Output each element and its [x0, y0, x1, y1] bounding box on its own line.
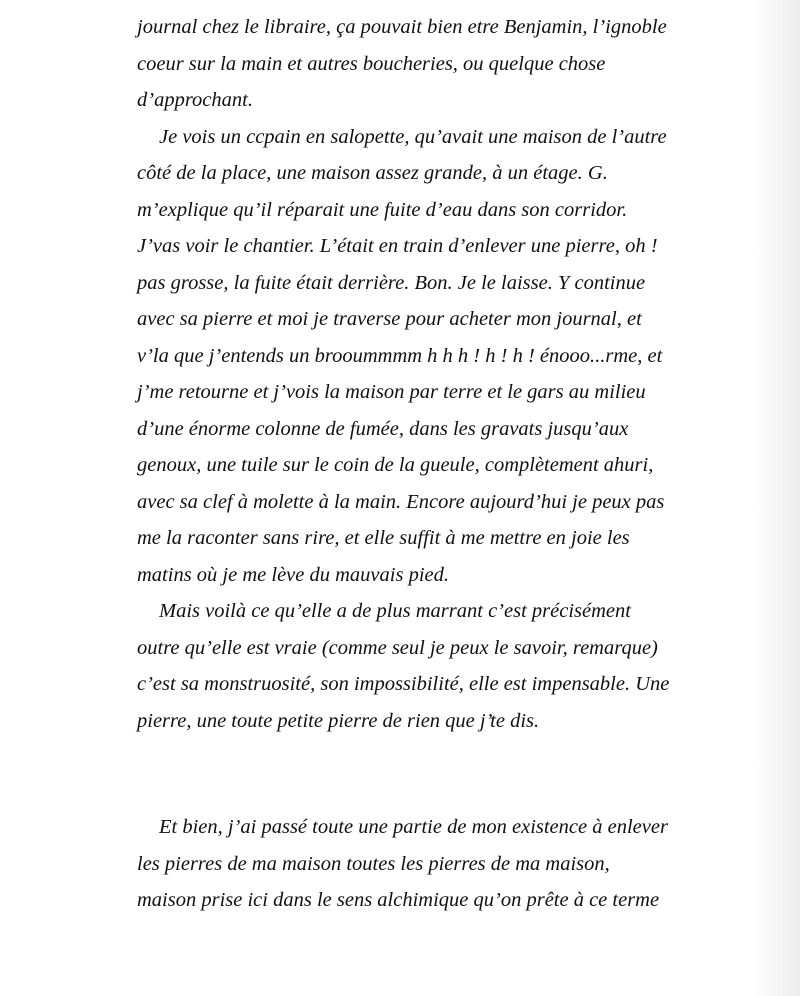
text-line: d’une énorme colonne de fumée, dans les gravats jusqu’aux [137, 417, 629, 440]
text-line: matins où je me lève du mauvais pied. [137, 563, 449, 586]
text-line: outre qu’elle est vraie (comme seul je peux le savoir, remarque) [137, 636, 658, 659]
text-line: avec sa clef à molette à la main. Encore aujourd’hui je peux pas [137, 490, 665, 513]
text-section-2 [137, 809, 717, 919]
text-line: m’explique qu’il réparait une fuite d’eau dans son corridor. [137, 198, 628, 221]
text-line: maison prise ici dans le sens alchimique qu’on prête à ce terme [137, 889, 660, 911]
text-line: me la raconter sans rire, et elle suffit à me mettre en joie les [137, 527, 630, 549]
text-line: pas grosse, la fuite était derrière. Bon. Je le laisse. Y continue [137, 271, 646, 294]
text-line: les pierres de ma maison toutes les pierres de ma maison, [137, 852, 610, 875]
text-line: v’la que j’entends un brooummmm h h h ! h ! h ! énooo...rme, et [137, 344, 663, 367]
text-line: genoux, une tuile sur le coin de la gueule, complètement ahuri, [137, 454, 654, 476]
text-line: Et bien, j’ai passé toute une partie de mon existence à enlever [159, 816, 668, 838]
text-line: pierre, une toute petite pierre de rien que j’te dis. [137, 709, 540, 732]
text-section-1 [137, 9, 717, 739]
text-line: côté de la place, une maison assez grande, à un étage. G. [137, 162, 608, 184]
text-line: coeur sur la main et autres boucheries, ou quelque chose [137, 52, 606, 75]
text-line: j’me retourne et j’vois la maison par terre et le gars au milieu [137, 381, 646, 403]
text-line: Je vois un ccpain en salopette, qu’avait une maison de l’autre [159, 125, 667, 148]
text-line: J’vas voir le chantier. L’était en train d’enlever une pierre, oh ! [137, 235, 658, 257]
text-line: c’est sa monstruosité, son impossibilité, elle est impensable. Une [137, 673, 670, 695]
text-line: Mais voilà ce qu’elle a de plus marrant c’est précisément [159, 600, 631, 622]
text-line: avec sa pierre et moi je traverse pour acheter mon journal, et [137, 308, 642, 330]
text-line: journal chez le libraire, ça pouvait bien etre Benjamin, l’ignoble [137, 16, 667, 38]
text-line: d’approchant. [137, 89, 253, 111]
